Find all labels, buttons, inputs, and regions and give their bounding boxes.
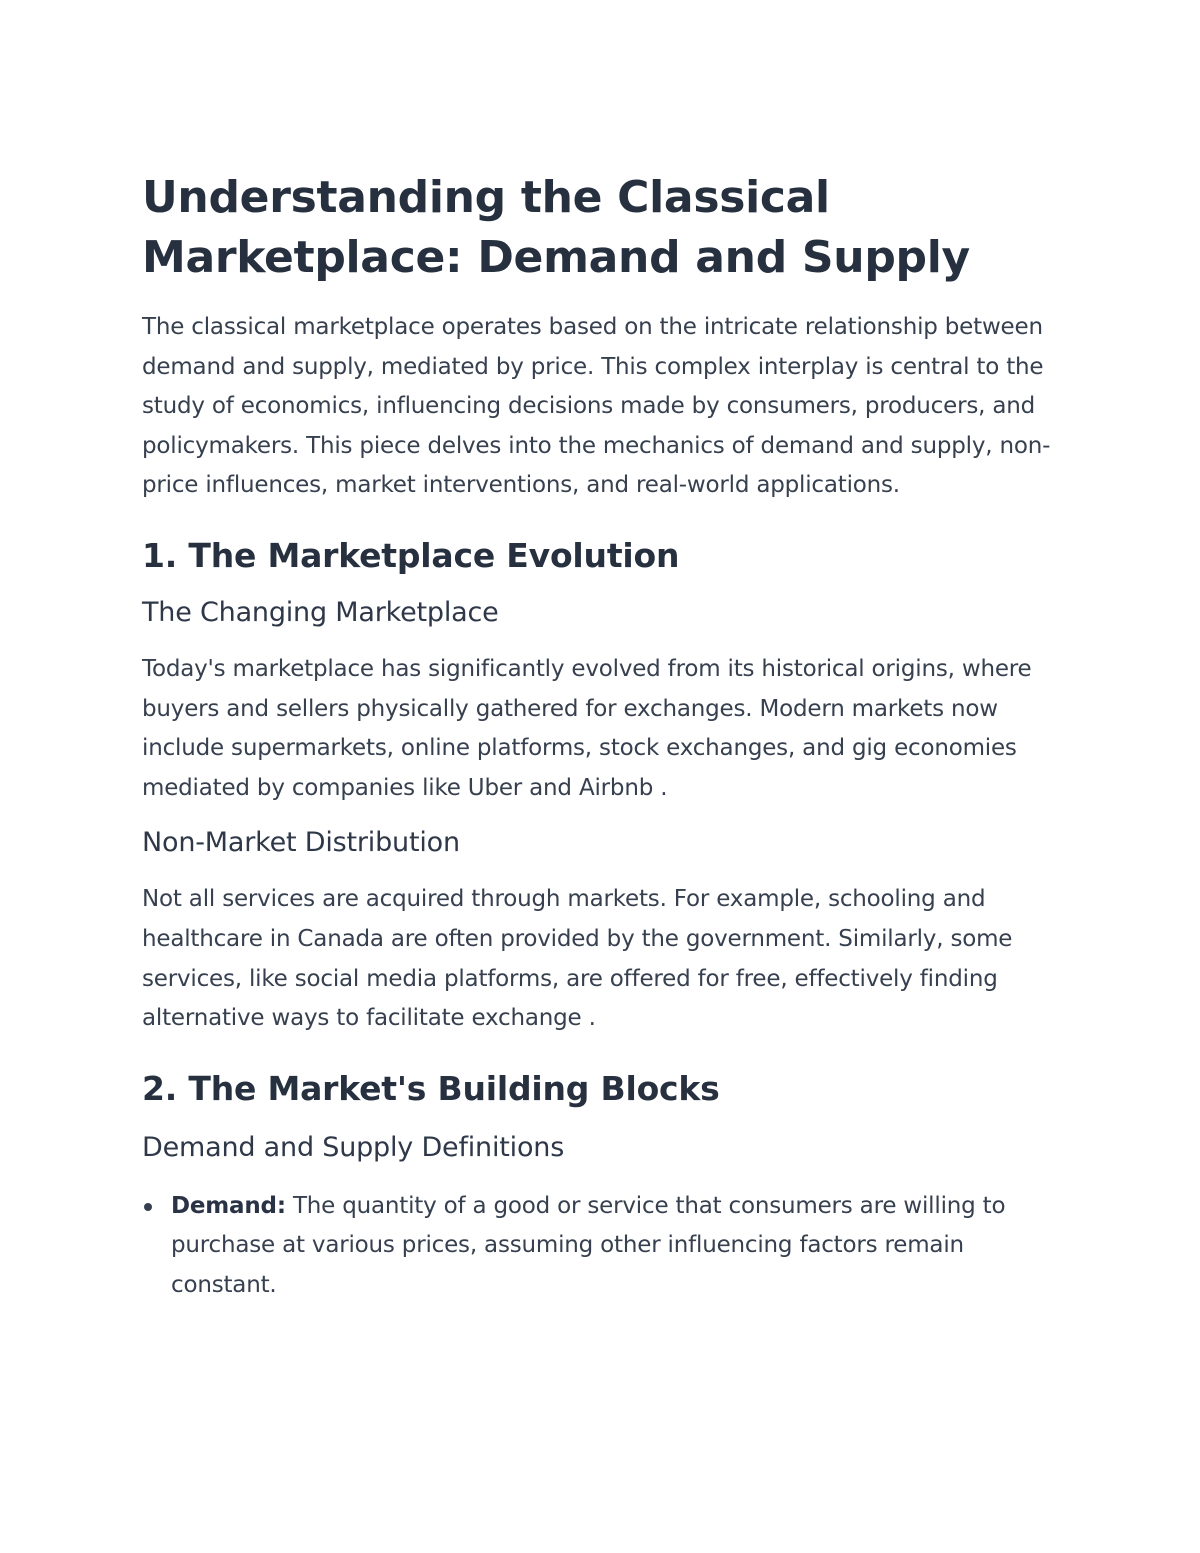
subsection-heading-changing-marketplace: The Changing Marketplace — [142, 596, 499, 628]
definitions-list — [142, 1187, 1072, 1306]
section-heading-building-blocks: 2. The Market's Building Blocks — [142, 1068, 720, 1108]
non-market-distribution-paragraph: Not all services are acquired through markets. For example, schooling and healthcare in Canada are often provided by the government. Similarly, some services, like social media platforms, are offered for free, effectively finding alternative ways to facilitate exchange . — [142, 886, 1013, 1032]
intro-paragraph: The classical marketplace operates based on the intricate relationship between demand and supply, mediated by price. This complex interplay is central to the study of economics, influencing decisions made by consumers, producers, and policymakers. This piece delves into the mechanics of demand and supply, non-price influences, market interventions, and real-world applications. — [142, 314, 1051, 499]
section-heading-marketplace-evolution: 1. The Marketplace Evolution — [142, 535, 680, 575]
changing-marketplace-paragraph: Today's marketplace has significantly evolved from its historical origins, where buyers and sellers physically gathered for exchanges. Modern markets now include supermarkets, online platforms, stock exchanges, and gig economies mediated by companies like Uber and Airbnb . — [142, 655, 1032, 801]
subsection-heading-definitions: Demand and Supply Definitions — [142, 1131, 565, 1163]
definition-term: Demand: — [171, 1192, 286, 1219]
document-page — [142, 168, 1072, 1306]
definition-text: The quantity of a good or service that consumers are willing to purchase at various prices, assuming other influencing factors remain constant. — [171, 1192, 1006, 1298]
list-item — [142, 1187, 1072, 1306]
bullet-icon — [144, 1203, 152, 1211]
subsection-heading-non-market-distribution: Non-Market Distribution — [142, 827, 460, 859]
page-title: Understanding the Classical Marketplace: Demand and Supply — [142, 172, 970, 283]
